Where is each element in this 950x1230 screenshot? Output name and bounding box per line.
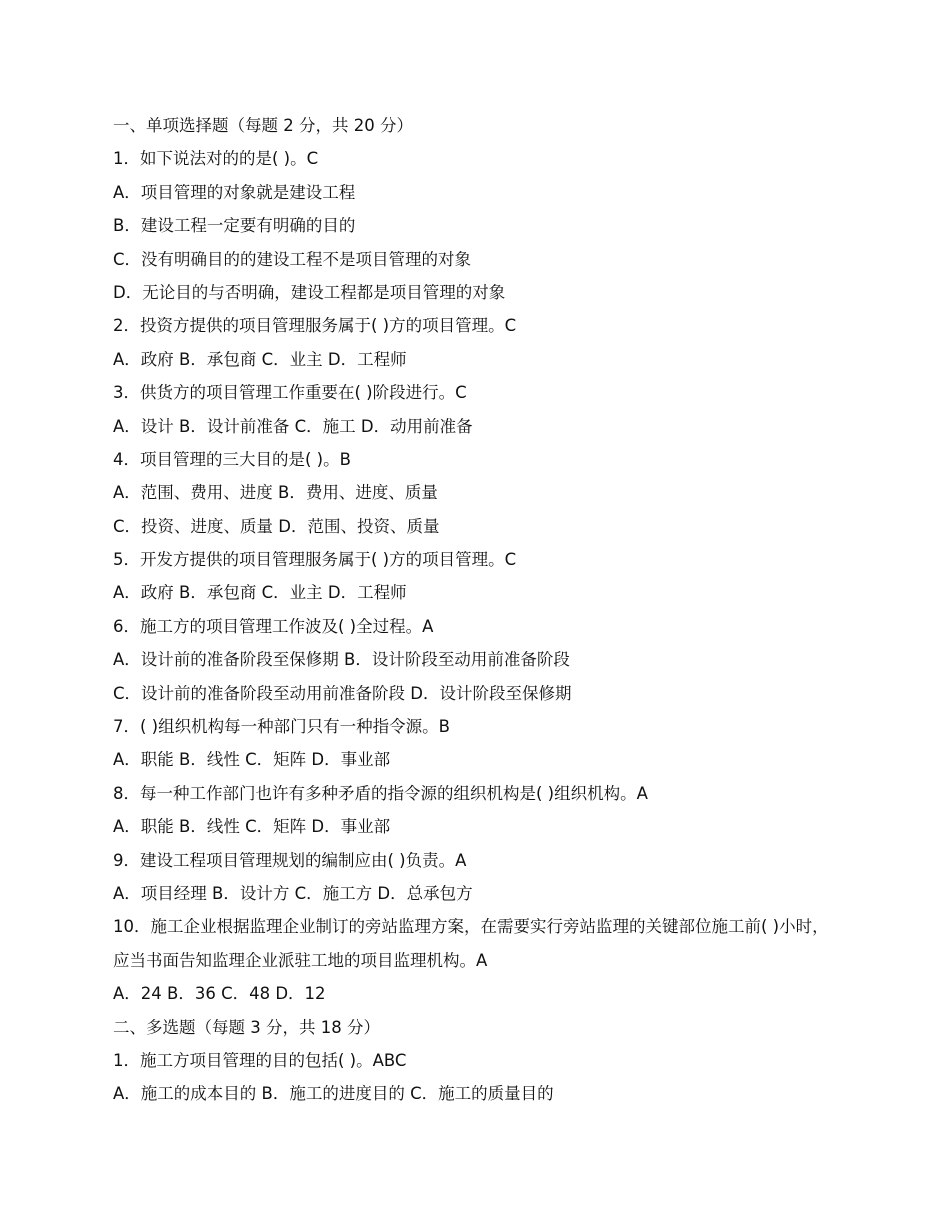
question-4-options-ab: A．范围、费用、进度 B．费用、进度、质量: [113, 483, 438, 503]
question-1-option-a: A．项目管理的对象就是建设工程: [113, 182, 356, 202]
question-10-options: A．24 B．36 C．48 D．12: [113, 984, 326, 1004]
question-5: 5．开发方提供的项目管理服务属于( )方的项目管理。C: [113, 550, 517, 570]
question-7-options: A．职能 B．线性 C．矩阵 D．事业部: [113, 750, 391, 770]
question-3: 3．供货方的项目管理工作重要在( )阶段进行。C: [113, 383, 467, 403]
question-2-options: A．政府 B．承包商 C．业主 D．工程师: [113, 349, 407, 369]
section-heading-single-choice: 一、单项选择题（每题 2 分，共 20 分）: [113, 116, 413, 135]
multi-question-1: 1．施工方项目管理的目的包括( )。ABC: [113, 1050, 407, 1070]
question-3-options: A．设计 B．设计前准备 C．施工 D．动用前准备: [113, 416, 473, 436]
question-2: 2．投资方提供的项目管理服务属于( )方的项目管理。C: [113, 316, 517, 336]
question-1-option-b: B．建设工程一定要有明确的目的: [113, 216, 356, 236]
question-10: 10．施工企业根据监理企业制订的旁站监理方案，在需要实行旁站监理的关键部位施工前( )小时，: [113, 917, 829, 937]
question-4-options-cd: C．投资、进度、质量 D．范围、投资、质量: [113, 516, 440, 536]
question-8: 8．每一种工作部门也许有多种矛盾的指令源的组织机构是( )组织机构。A: [113, 783, 648, 803]
question-6-options-cd: C．设计前的准备阶段至动用前准备阶段 D．设计阶段至保修期: [113, 683, 572, 703]
question-1-option-d: D．无论目的与否明确，建设工程都是项目管理的对象: [113, 282, 506, 302]
question-6: 6．施工方的项目管理工作波及( )全过程。A: [113, 616, 434, 636]
question-6-options-ab: A．设计前的准备阶段至保修期 B．设计阶段至动用前准备阶段: [113, 650, 570, 670]
question-7: 7．( )组织机构每一种部门只有一种指令源。B: [113, 717, 450, 737]
question-9-options: A．项目经理 B．设计方 C．施工方 D．总承包方: [113, 883, 473, 903]
question-4: 4．项目管理的三大目的是( )。B: [113, 449, 351, 469]
question-10-continued: 应当书面告知监理企业派驻工地的项目监理机构。A: [113, 950, 488, 970]
multi-question-1-options: A．施工的成本目的 B．施工的进度目的 C．施工的质量目的: [113, 1084, 554, 1104]
question-9: 9．建设工程项目管理规划的编制应由( )负责。A: [113, 850, 467, 870]
document-body: [113, 109, 853, 1111]
question-1: 1．如下说法对的的是( )。C: [113, 149, 319, 169]
question-5-options: A．政府 B．承包商 C．业主 D．工程师: [113, 583, 407, 603]
section-heading-multiple-choice: 二、多选题（每题 3 分，共 18 分）: [113, 1017, 380, 1037]
question-1-option-c: C．没有明确目的的建设工程不是项目管理的对象: [113, 249, 472, 269]
question-8-options: A．职能 B．线性 C．矩阵 D．事业部: [113, 817, 391, 837]
